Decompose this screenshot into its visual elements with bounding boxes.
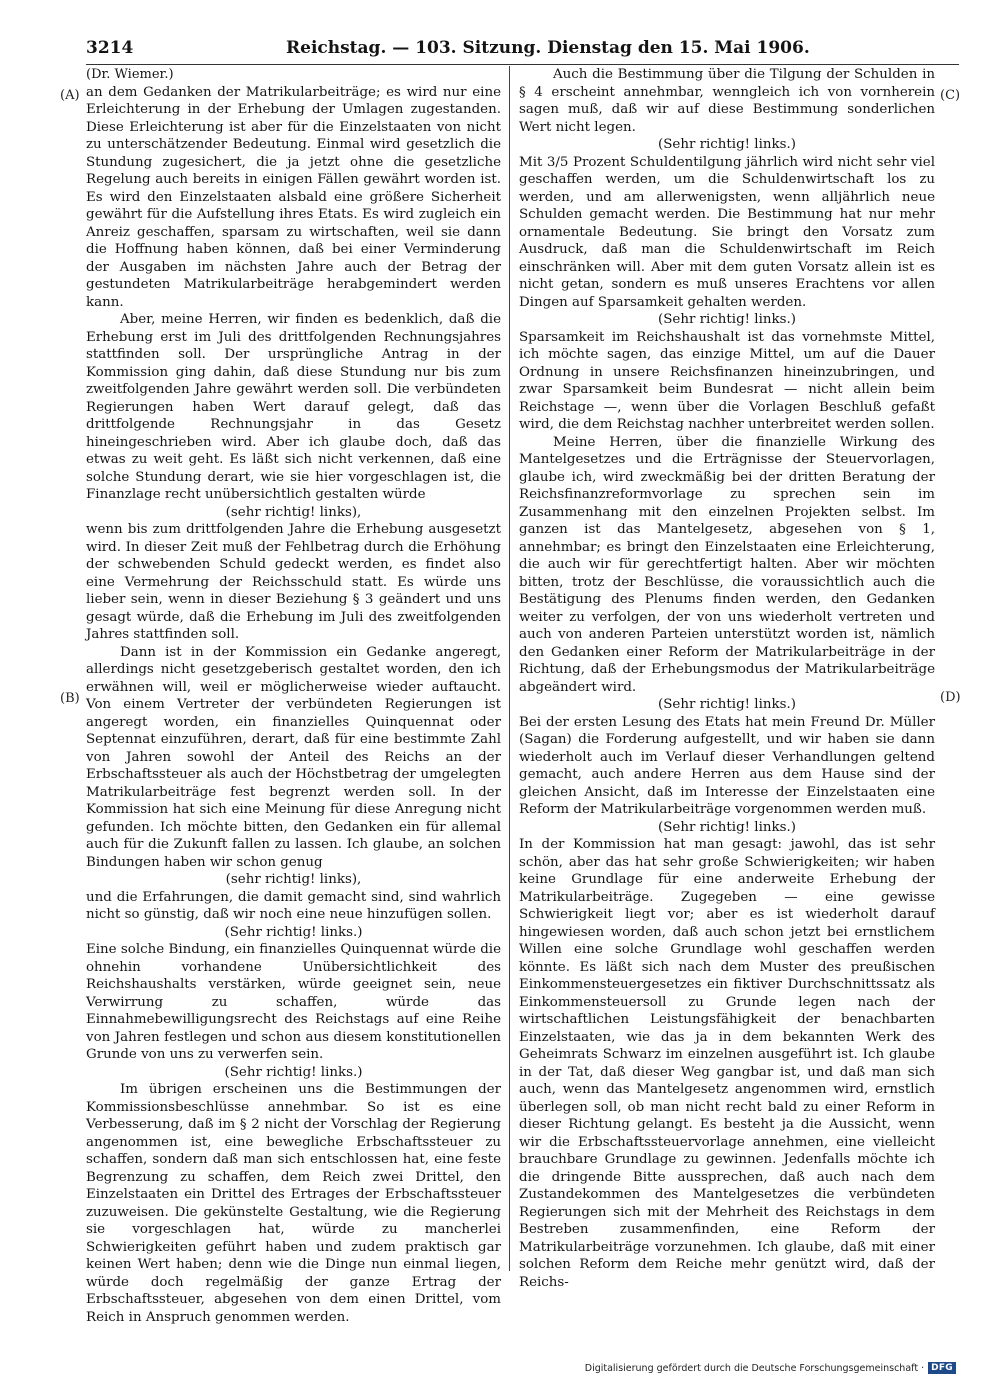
interjection: (Sehr richtig! links.)	[224, 1064, 363, 1080]
paragraph: wenn bis zum drittfolgenden Jahre die Erhebung ausgesetzt wird. In dieser Zeit muß der Fehlbetrag durch die Erhöhung der schwebenden Schuld gedeckt werden, es findet also eine Vermehrung der Reichsschuld statt. Es würde uns lieber sein, wenn in dieser Beziehung § 3 geändert und uns gesagt würde, daß die Erhebung im Juli des zweitfolgenden Jahres stattfinden soll.	[86, 522, 501, 642]
header-rule	[86, 64, 959, 65]
margin-letter-a: (A)	[60, 88, 80, 103]
interjection: (Sehr richtig! links.)	[658, 312, 796, 327]
left-text-column	[86, 66, 501, 1326]
margin-letter-d: (D)	[940, 690, 961, 705]
paragraph: Bei der ersten Lesung des Etats hat mein Freund Dr. Müller (Sagan) die Forderung aufgestellt, und wir haben sie dann wiederholt auch im Verlauf dieser Verhandlungen geltend gemacht, auch andere Herren aus dem Hause sind der gleichen Ansicht, daß im Interesse der Einzelstaaten eine Reform der Matrikularbeiträge vorgenommen werden muß.	[519, 714, 935, 817]
paragraph: Im übrigen erscheinen uns die Bestimmungen der Kommissionsbeschlüsse annehmbar. So ist es eine Verbesserung, daß im § 2 nicht der Vorschlag der Regierung angenommen ist, eine bewegliche Erbschaftssteuer zu schaffen, sondern daß man sich entschlossen hat, eine feste Begrenzung zu schaffen, dem Reich zwei Drittel, den Einzelstaaten ein Drittel des Ertrages der Erbschaftssteuer zuzuweisen. Die gekünstelte Gestaltung, wie die Regierung sie vorgeschlagen hat, würde zu mancherlei Schwierigkeiten geführt haben und zudem praktisch gar keinen Wert haben; denn wie die Dinge nun einmal liegen, würde doch regelmäßig der ganze Ertrag der Erbschaftssteuer, abgesehen von dem einen Drittel, vom Reich in Anspruch genommen werden.	[86, 1082, 501, 1325]
interjection: (Sehr richtig! links.)	[658, 697, 796, 712]
paragraph: Auch die Bestimmung über die Tilgung der Schulden in § 4 erscheint annehmbar, wenngleich ich von vornherein sagen muß, daß wir auf diese Bestimmung sonderlichen Wert nicht legen.	[519, 67, 935, 135]
right-text-column	[519, 66, 935, 1291]
paragraph: Dann ist in der Kommission ein Gedanke angeregt, allerdings nicht gesetzgeberisch gestaltet worden, den ich erwähnen will, weil er möglicherweise wieder auftaucht. Von einem Vertreter der verbündeten Regierungen ist angeregt worden, ein finanzielles Quinquennat oder Septennat einzuführen, derart, daß für eine bestimmte Zahl von Jahren sowohl der Anteil des Reichs an der Erbschaftssteuer als auch der Höchstbetrag der umgelegten Matrikularbeiträge fest begrenzt werden soll. In der Kommission hat sich eine Meinung für diese Anregung nicht gefunden. Ich möchte bitten, den Gedanken ein für allemal auch für die Zukunft fallen zu lassen. Ich glaube, an solchen Bindungen haben wir schon genug	[86, 644, 501, 870]
dfg-logo-icon: DFG	[928, 1362, 956, 1374]
paragraph: und die Erfahrungen, die damit gemacht sind, sind wahrlich nicht so günstig, daß wir noch eine neue hinzufügen sollen.	[86, 889, 501, 922]
margin-letter-c: (C)	[940, 88, 961, 103]
paragraph: Mit 3/5 Prozent Schuldentilgung jährlich wird nicht sehr viel geschaffen werden, um die Schuldenwirtschaft los zu werden, und am allerwenigsten, wenn alljährlich neue Schulden gemacht werden. Die Bestimmung hat nur mehr ornamentale Bedeutung. Sie bringt den Vorsatz zum Ausdruck, daß man die Schuldenwirtschaft im Reich einschränken will. Aber mit dem guten Vorsatz allein ist es nicht getan, sondern es muß unseres Erachtens vor allen Dingen auf Sparsamkeit gehalten werden.	[519, 154, 935, 310]
margin-letter-b: (B)	[60, 691, 80, 706]
paragraph: Aber, meine Herren, wir finden es bedenklich, daß die Erhebung erst im Juli des drittfolgenden Rechnungsjahres stattfinden soll. Der ursprüngliche Antrag in der Kommission ging dahin, daß diese Stundung nur bis zum zweitfolgenden Jahre gewährt werden soll. Die verbündeten Regierungen haben Wert darauf gelegt, daß das drittfolgende Rechnungsjahr in das Gesetz hineingeschrieben wird. Aber ich glaube doch, daß das etwas zu weit geht. Es läßt sich nicht verkennen, daß eine solche Stundung derart, wie sie hier vorgeschlagen ist, die Finanzlage recht unübersichtlich gestalten würde	[86, 312, 501, 502]
interjection: (Sehr richtig! links.)	[658, 137, 796, 152]
paragraph: In der Kommission hat man gesagt: jawohl, das ist sehr schön, aber das hat sehr große Schwierigkeiten; wir haben keine Grundlage für eine anderweite Erhebung der Matrikularbeiträge. Zugegeben — eine gewisse Schwierigkeit liegt vor; aber es ist wiederholt darauf hingewiesen worden, daß auch schon jetzt bei ernstlichem Willen eine solche Grundlage wohl geschaffen werden könnte. Es läßt sich nach dem Muster des preußischen Einkommensteuergesetzes ein fiktiver Durchschnittssatz als Einkommensteuersoll zu Grunde legen nach der wirtschaftlichen Leistungsfähigkeit der benachbarten Einzelstaaten, wie das ja in dem bekannten Werk des Geheimrats Schwarz im einzelnen ausgeführt ist. Ich glaube in der Tat, daß dieser Weg gangbar ist, und daß man sich auch, wenn das Mantelgesetz angenommen wird, ernstlich überlegen soll, ob man nicht recht bald zu einer Reform in dieser Richtung gelangt. Es besteht ja die Aussicht, wenn wir die Erbschaftssteuervorlage annehmen, eine vielleicht brauchbare Grundlage zu gewinnen. Jedenfalls möchte ich die dringende Bitte aussprechen, daß auch nach dem Zustandekommen des Mantelgesetzes die verbündeten Regierungen sich mit der Mehrheit des Reichstags in dem Bestreben zusammenfinden, eine Reform der Matrikularbeiträge vorzunehmen. Ich glaube, daß mit einer solchen Reform dem Reiche mehr genützt wird, daß der Reichs-	[519, 837, 935, 1290]
page-number: 3214	[86, 38, 134, 58]
page-header	[86, 38, 946, 64]
interjection: (Sehr richtig! links.)	[224, 924, 363, 940]
interjection: (sehr richtig! links),	[225, 872, 362, 887]
page-footer	[585, 1359, 956, 1377]
paragraph: Meine Herren, über die finanzielle Wirkung des Mantelgesetzes und die Erträgnisse der Steuervorlagen, glaube ich, wird zweckmäßig bei der dritten Beratung der Reichsfinanzreformvorlage zu sprechen sein im Zusammenhang mit den einzelnen Projekten selbst. Im ganzen ist das Mantelgesetz, abgesehen von § 1, annehmbar; es bringt den Einzelstaaten eine Erleichterung, die auch wir für gerechtfertigt halten. Aber wir möchten bitten, trotz der Beschlüsse, die voraussichtlich auch die Bestätigung des Plenums finden werden, den Gedanken weiter zu verfolgen, der von uns wiederholt vertreten und auch von anderen Parteien unterstützt worden ist, nämlich den Gedanken einer Reform der Matrikularbeiträge in der Richtung, daß der Erhebungsmodus der Matrikularbeiträge abgeändert wird.	[519, 434, 935, 695]
column-divider	[509, 66, 510, 1271]
footer-credit: Digitalisierung gefördert durch die Deutsche Forschungsgemeinschaft ·	[584, 1362, 925, 1374]
speaker-label: (Dr. Wiemer.)	[86, 67, 174, 82]
paragraph: Eine solche Bindung, ein finanzielles Quinquennat würde die ohnehin vorhandene Unübersichtlichkeit des Reichshaushalts verstärken, würde geeignet sein, neue Verwirrung zu schaffen, würde das Einnahmebewilligungsrecht des Reichstags auf eine Reihe von Jahren festlegen und schon aus diesem konstitutionellen Grunde von uns zu verwerfen sein.	[86, 942, 501, 1062]
page-running-title: Reichstag. — 103. Sitzung. Dienstag den 15. Mai 1906.	[286, 38, 810, 58]
paragraph: Sparsamkeit im Reichshaushalt ist das vornehmste Mittel, ich möchte sagen, das einzige Mittel, um auf die Dauer Ordnung in unsere Reichsfinanzen hineinzubringen, und zwar Sparsamkeit beim Bundesrat — nicht allein beim Reichstage —, wenn über die Vorlagen Beschluß gefaßt wird, die dem Reichstag nachher unterbreitet werden sollen.	[519, 329, 935, 432]
paragraph: an dem Gedanken der Matrikularbeiträge; es wird nur eine Erleichterung in der Erhebung der Umlagen zugestanden. Diese Erleichterung ist aber für die Einzelstaaten von nicht zu unterschätzender Bedeutung. Einmal wird gesetzlich die Stundung zugesichert, die ja jetzt ohne die gesetzliche Regelung auch bereits in einigen Fällen gewährt worden ist. Es wird den Einzelstaaten alsbald eine größere Sicherheit gewährt für die Aufstellung ihres Etats. Es wird zugleich ein Anreiz geschaffen, sparsam zu wirtschaften, weil sie dann die Hoffnung haben können, daß bei einer Verminderung der Ausgaben im nächsten Jahre auch der Betrag der gestundeten Matrikularbeiträge herabgemindert werden kann.	[86, 84, 501, 310]
interjection: (sehr richtig! links),	[225, 504, 362, 520]
interjection: (Sehr richtig! links.)	[658, 819, 796, 835]
